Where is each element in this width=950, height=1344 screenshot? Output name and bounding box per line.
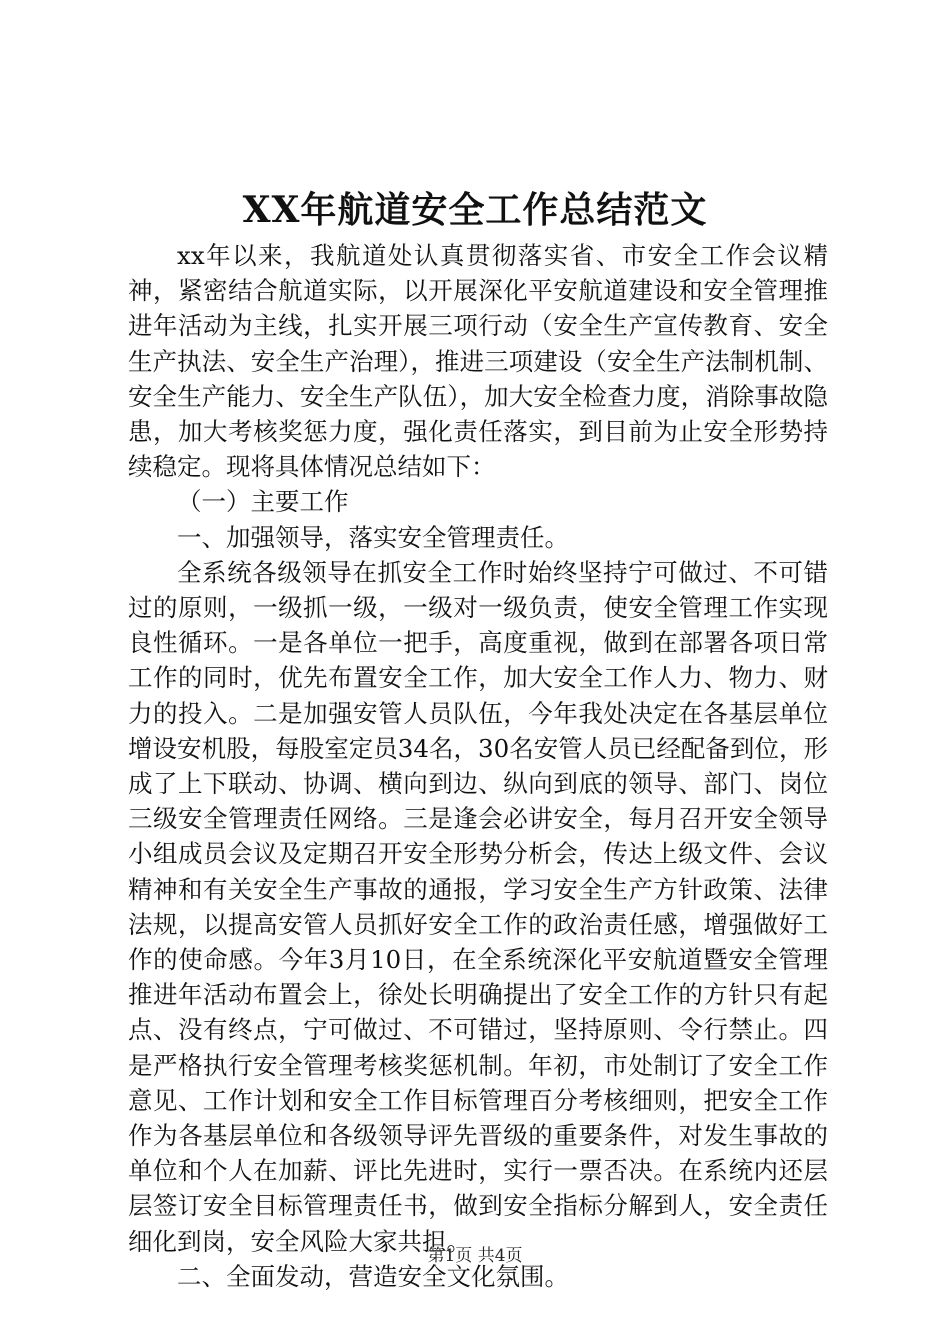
- section-heading-main-work: （一）主要工作: [177, 487, 349, 517]
- leadership-paragraph: 全系统各级领导在抓安全工作时始终坚持宁可做过、不可错过的原则，一级抓一级，一级对一级负责，使安全管理工作实现良性循环。一是各单位一把手，高度重视，做到在部署各项日常工作的同时，优先布置安全工作，加大安全工作人力、物力、财力的投入。二是加强安管人员队伍，今年我处决定在各基层单位增设安机股，每股室定员34名，30名安管人员已经配备到位，形成了上下联动、协调、横向到边、纵向到底的领导、部门、岗位三级安全管理责任网络。三是逢会必讲安全，每月召开安全领导小组成员会议及定期召开安全形势分析会，传达上级文件、会议精神和有关安全生产事故的通报，学习安全生产方针政策、法律法规，以提高安管人员抓好安全工作的政治责任感，增强做好工作的使命感。今年3月10日，在全系统深化平安航道暨安全管理推进年活动布置会上，徐处长明确提出了安全工作的方针只有起点、没有终点，宁可做过、不可错过，坚持原则、令行禁止。四是严格执行安全管理考核奖惩机制。年初，市处制订了安全工作意见、工作计划和安全工作目标管理百分考核细则，把安全工作作为各基层单位和各级领导评先晋级的重要条件，对发生事故的单位和个人在加薪、评比先进时，实行一票否决。在系统内还层层签订安全目标管理责任书，做到安全指标分解到人，安全责任细化到岗，安全风险大家共担。: [128, 557, 828, 1256]
- subheading-safety-culture: 二、全面发动，营造安全文化氛围。: [177, 1261, 569, 1291]
- subheading-leadership: 一、加强领导，落实安全管理责任。: [177, 522, 569, 552]
- page-number-footer: 第1页 共4页: [427, 1246, 523, 1266]
- document-title: XX年航道安全工作总结范文: [242, 189, 708, 231]
- document-body: [128, 238, 828, 1294]
- intro-paragraph: xx年以来，我航道处认真贯彻落实省、市安全工作会议精神，紧密结合航道实际，以开展深化平安航道建设和安全管理推进年活动为主线，扎实开展三项行动（安全生产宣传教育、安全生产执法、安全生产治理），推进三项建设（安全生产法制机制、安全生产能力、安全生产队伍），加大安全检查力度，消除事故隐患，加大考核奖惩力度，强化责任落实，到目前为止安全形势持续稳定。现将具体情况总结如下：: [128, 241, 828, 482]
